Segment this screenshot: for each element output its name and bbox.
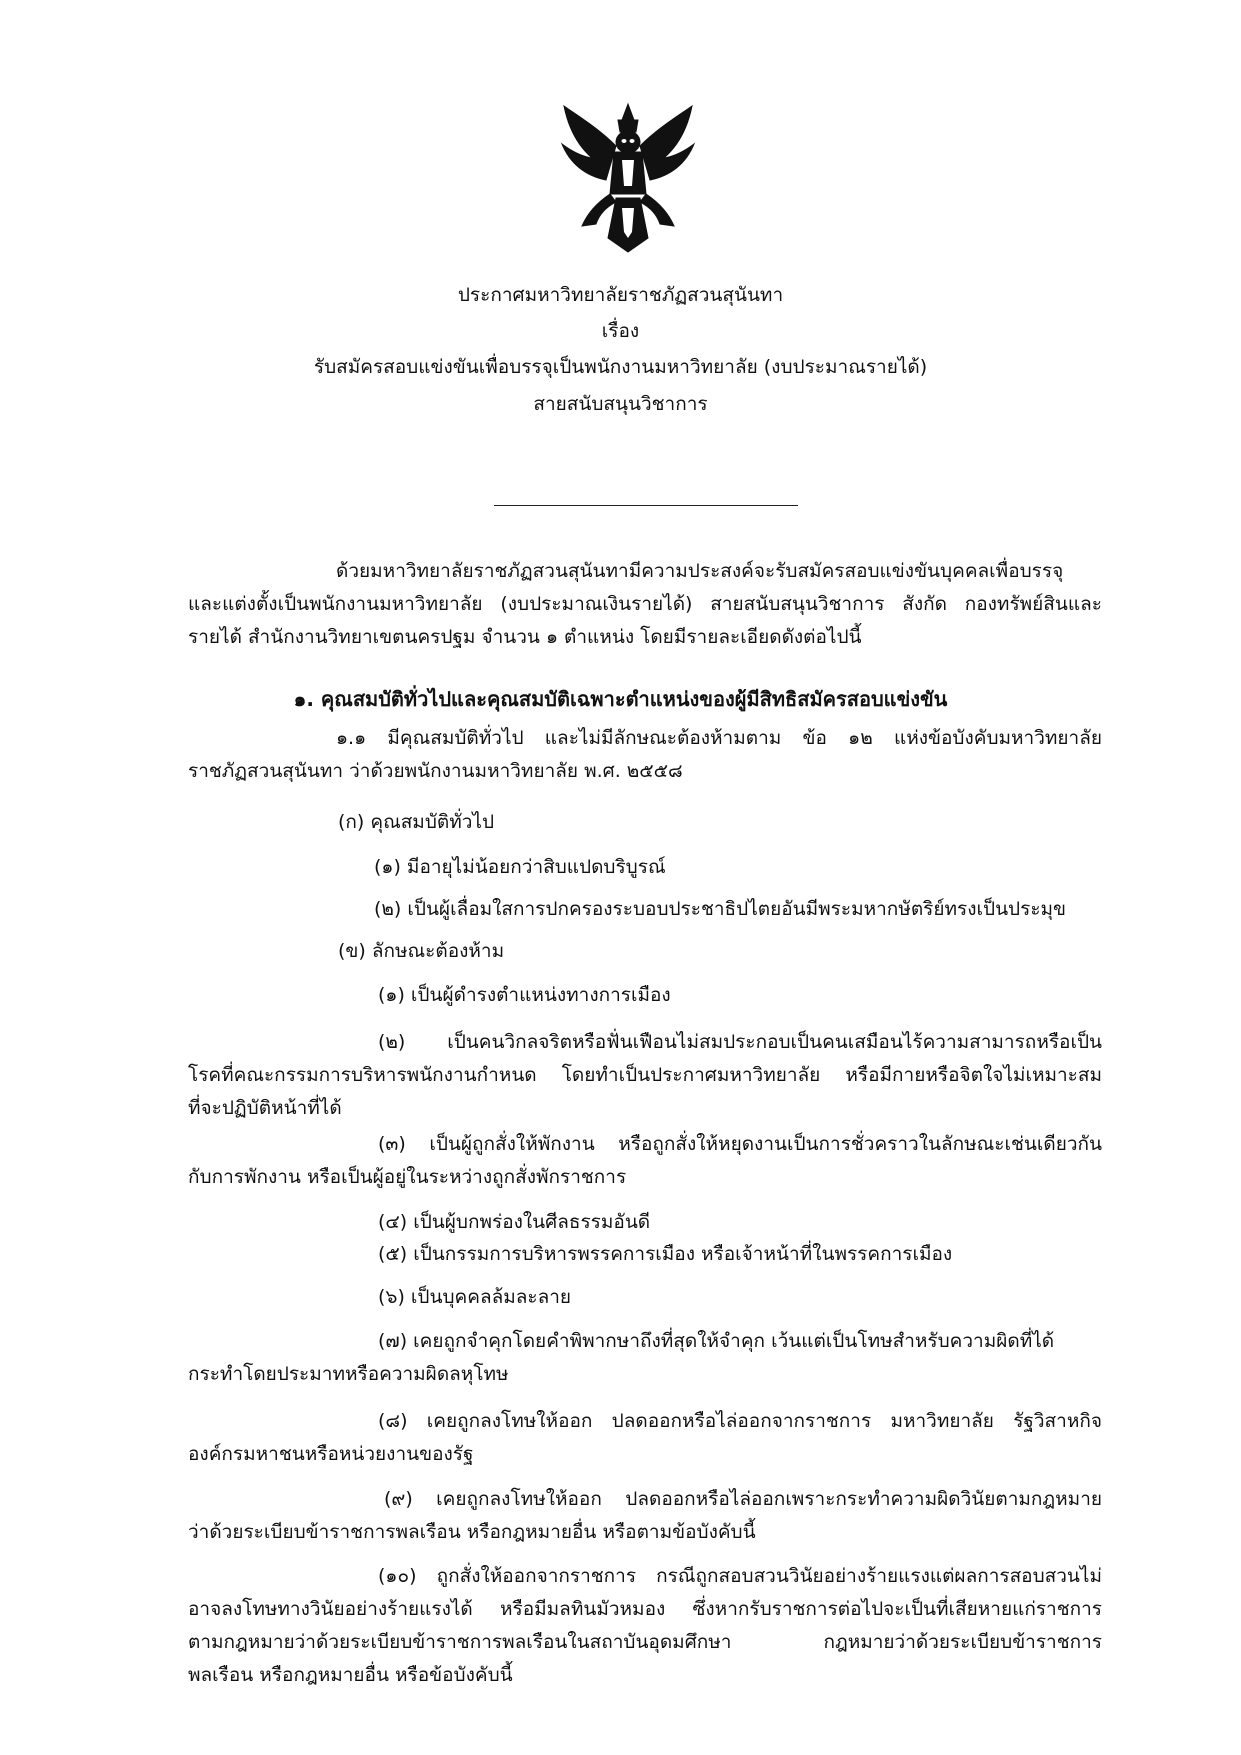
prohibition-item-2: (๒) เป็นคนวิกลจริตหรือฟั่นเฟือนไม่สมประกอบเป็นคนเสมือนไร้ความสามารถหรือเป็น โรคที่คณะกรรมการบริหารพนักงานกำหนด โดยทำเป็นประกาศมหาวิทยาลัย หรือมีกายหรือจิตใจไม่เหมาะสม ที่จะปฏิบัติหน้าที่ได้	[188, 1031, 1102, 1119]
prohibition-item-3: (๓) เป็นผู้ถูกสั่งให้พักงาน หรือถูกสั่งให้หยุดงานเป็นการชั่วคราวในลักษณะเช่นเดียวกัน กับการพักงาน หรือเป็นผู้อยู่ในระหว่างถูกสั่งพักราชการ	[188, 1133, 1102, 1188]
general-qualifications-heading: (ก) คุณสมบัติทั่วไป	[338, 811, 495, 833]
prohibition-item-4: (๔) เป็นผู้บกพร่องในศีลธรรมอันดี	[378, 1211, 651, 1233]
prohibition-item-10: (๑๐) ถูกสั่งให้ออกจากราชการ กรณีถูกสอบสวนวินัยอย่างร้ายแรงแต่ผลการสอบสวนไม่ อาจลงโทษทางวินัยอย่างร้ายแรงได้ หรือมีมลทินมัวหมอง ซึ่งหากรับราชการต่อไปจะเป็นที่เสียหายแก่ราชการ ตามกฎหมายว่าด้วยระเบียบข้าราชการพลเรือนในสถาบันอุดมศึกษา กฎหมายว่าด้วยระเบียบข้าราชการ พลเรือน หรือกฎหมายอื่น หรือข้อบังคับนี้	[188, 1565, 1102, 1686]
clause-1-1-line-1: ๑.๑ มีคุณสมบัติทั่วไป และไม่มีลักษณะต้องห้ามตาม ข้อ ๑๒ แห่งข้อบังคับมหาวิทยาลัย	[336, 727, 1102, 749]
intro-line-1: ด้วยมหาวิทยาลัยราชภัฏสวนสุนันทามีความประสงค์จะรับสมัครสอบแข่งขันบุคคลเพื่อบรรจุ	[336, 560, 1064, 582]
prohibition-item-9: (๙) เคยถูกลงโทษให้ออก ปลดออกหรือไล่ออกเพราะกระทำความผิดวินัยตามกฎหมาย ว่าด้วยระเบียบข้าราชการพลเรือน หรือกฎหมายอื่น หรือตามข้อบังคับนี้	[188, 1488, 1102, 1543]
garuda-emblem-icon	[558, 98, 698, 256]
section-1-title: ๑. คุณสมบัติทั่วไปและคุณสมบัติเฉพาะตำแหน่งของผู้มีสิทธิสมัครสอบแข่งขัน	[293, 687, 948, 711]
intro-line-2: และแต่งตั้งเป็นพนักงานมหาวิทยาลัย (งบประมาณเงินรายได้) สายสนับสนุนวิชาการ สังกัด กองทรัพย์สินและ	[188, 593, 1102, 615]
prohibition-item-7: (๗) เคยถูกจำคุกโดยคำพิพากษาถึงที่สุดให้จำคุก เว้นแต่เป็นโทษสำหรับความผิดที่ได้ กระทำโดยประมาทหรือความผิดลหุโทษ	[188, 1330, 1055, 1385]
announcement-title: ประกาศมหาวิทยาลัยราชภัฏสวนสุนันทา	[457, 284, 784, 306]
prohibition-item-5: (๕) เป็นกรรมการบริหารพรรคการเมือง หรือเจ้าหน้าที่ในพรรคการเมือง	[378, 1243, 953, 1265]
prohibition-item-6: (๖) เป็นบุคคลล้มละลาย	[378, 1286, 572, 1308]
prohibition-item-8: (๘) เคยถูกลงโทษให้ออก ปลดออกหรือไล่ออกจากราชการ มหาวิทยาลัย รัฐวิสาหกิจ องค์กรมหาชนหรือหน่วยงานของรัฐ	[188, 1410, 1102, 1465]
header-divider	[494, 505, 798, 506]
prohibitions-heading: (ข) ลักษณะต้องห้าม	[338, 940, 505, 962]
clause-1-1	[188, 722, 1102, 788]
qualification-item-1: (๑) มีอายุไม่น้อยกว่าสิบแปดบริบูรณ์	[374, 856, 666, 878]
subject-title: รับสมัครสอบแข่งขันเพื่อบรรจุเป็นพนักงานมหาวิทยาลัย (งบประมาณรายได้)	[313, 356, 928, 378]
qualification-item-2: (๒) เป็นผู้เลื่อมใสการปกครองระบอบประชาธิปไตยอันมีพระมหากษัตริย์ทรงเป็นประมุข	[374, 898, 1067, 920]
subject-line-staff-type: สายสนับสนุนวิชาการ	[533, 393, 708, 415]
subject-label: เรื่อง	[601, 320, 640, 342]
prohibition-item-1: (๑) เป็นผู้ดำรงตำแหน่งทางการเมือง	[378, 984, 671, 1006]
intro-paragraph	[188, 555, 1102, 654]
intro-line-3: รายได้ สำนักงานวิทยาเขตนครปฐม จำนวน ๑ ตำแหน่ง โดยมีรายละเอียดดังต่อไปนี้	[188, 626, 862, 648]
clause-1-1-line-2: ราชภัฏสวนสุนันทา ว่าด้วยพนักงานมหาวิทยาลัย พ.ศ. ๒๕๕๘	[188, 760, 683, 782]
